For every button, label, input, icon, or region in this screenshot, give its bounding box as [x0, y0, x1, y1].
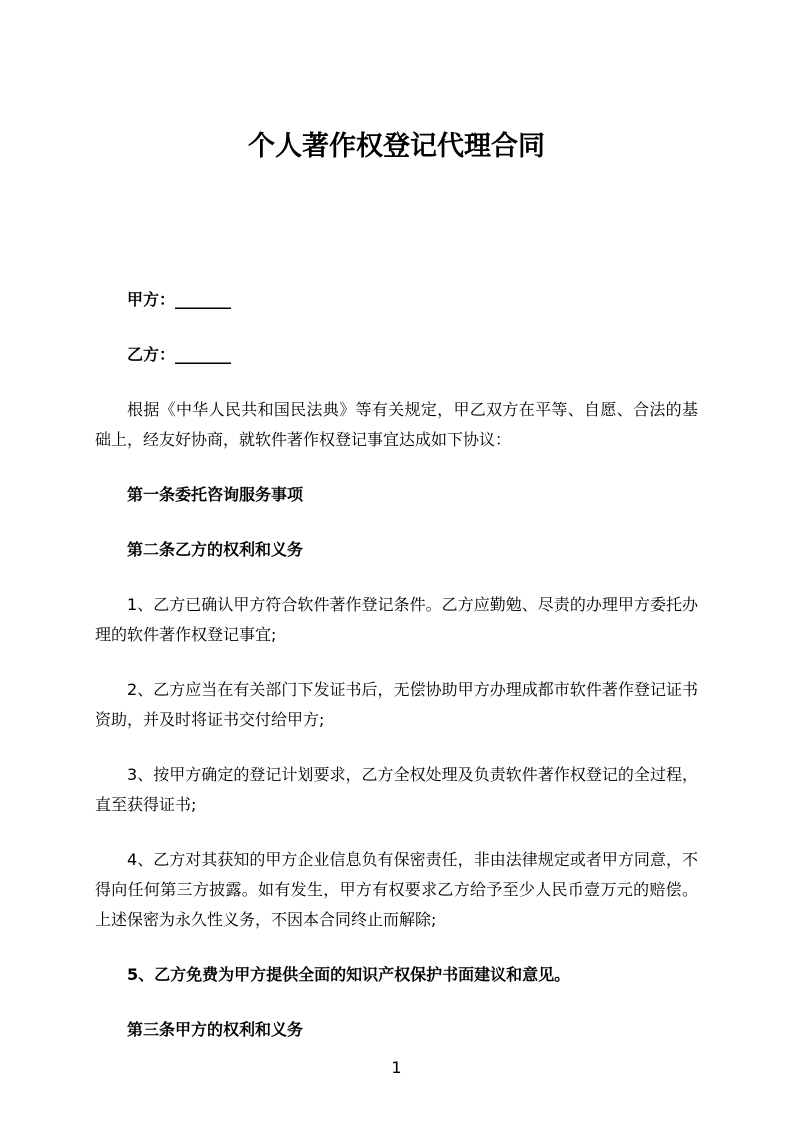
page-number: 1 [391, 1058, 402, 1077]
clause-5: 5、乙方免费为甲方提供全面的知识产权保护书面建议和意见。 [127, 965, 571, 984]
party-b-label: 乙方： [127, 345, 176, 364]
section-1-heading: 第一条委托咨询服务事项 [127, 485, 304, 504]
clause-4: 4、乙方对其获知的甲方企业信息负有保密责任，非由法律规定或者甲方同意，不得向任何第三方披露。如有发生，甲方有权要求乙方给予至少人民币壹万元的赔偿。上述保密为永久性义务，不因本合同终止而解除; [95, 850, 698, 929]
party-b-line [95, 340, 698, 370]
clause-1: 1、乙方已确认甲方符合软件著作登记条件。乙方应勤勉、尽责的办理甲方委托办理的软件著作权登记事宜; [95, 595, 698, 644]
party-b-blank: _______ [175, 345, 232, 364]
section-3-heading: 第三条甲方的权利和义务 [127, 1020, 304, 1039]
party-a-blank: _______ [175, 290, 232, 309]
party-a-line [95, 285, 698, 315]
party-a-label: 甲方： [127, 290, 176, 309]
document-title: 个人著作权登记代理合同 [248, 131, 545, 162]
clause-2: 2、乙方应当在有关部门下发证书后，无偿协助甲方办理成都市软件著作登记证书资助，并及时将证书交付给甲方; [95, 680, 698, 729]
section-2-heading: 第二条乙方的权利和义务 [127, 540, 304, 559]
clause-3: 3、按甲方确定的登记计划要求，乙方全权处理及负责软件著作权登记的全过程，直至获得证书; [95, 765, 698, 814]
preamble-paragraph: 根据《中华人民共和国民法典》等有关规定，甲乙双方在平等、自愿、合法的基础上，经友好协商，就软件著作权登记事宜达成如下协议： [95, 400, 698, 449]
